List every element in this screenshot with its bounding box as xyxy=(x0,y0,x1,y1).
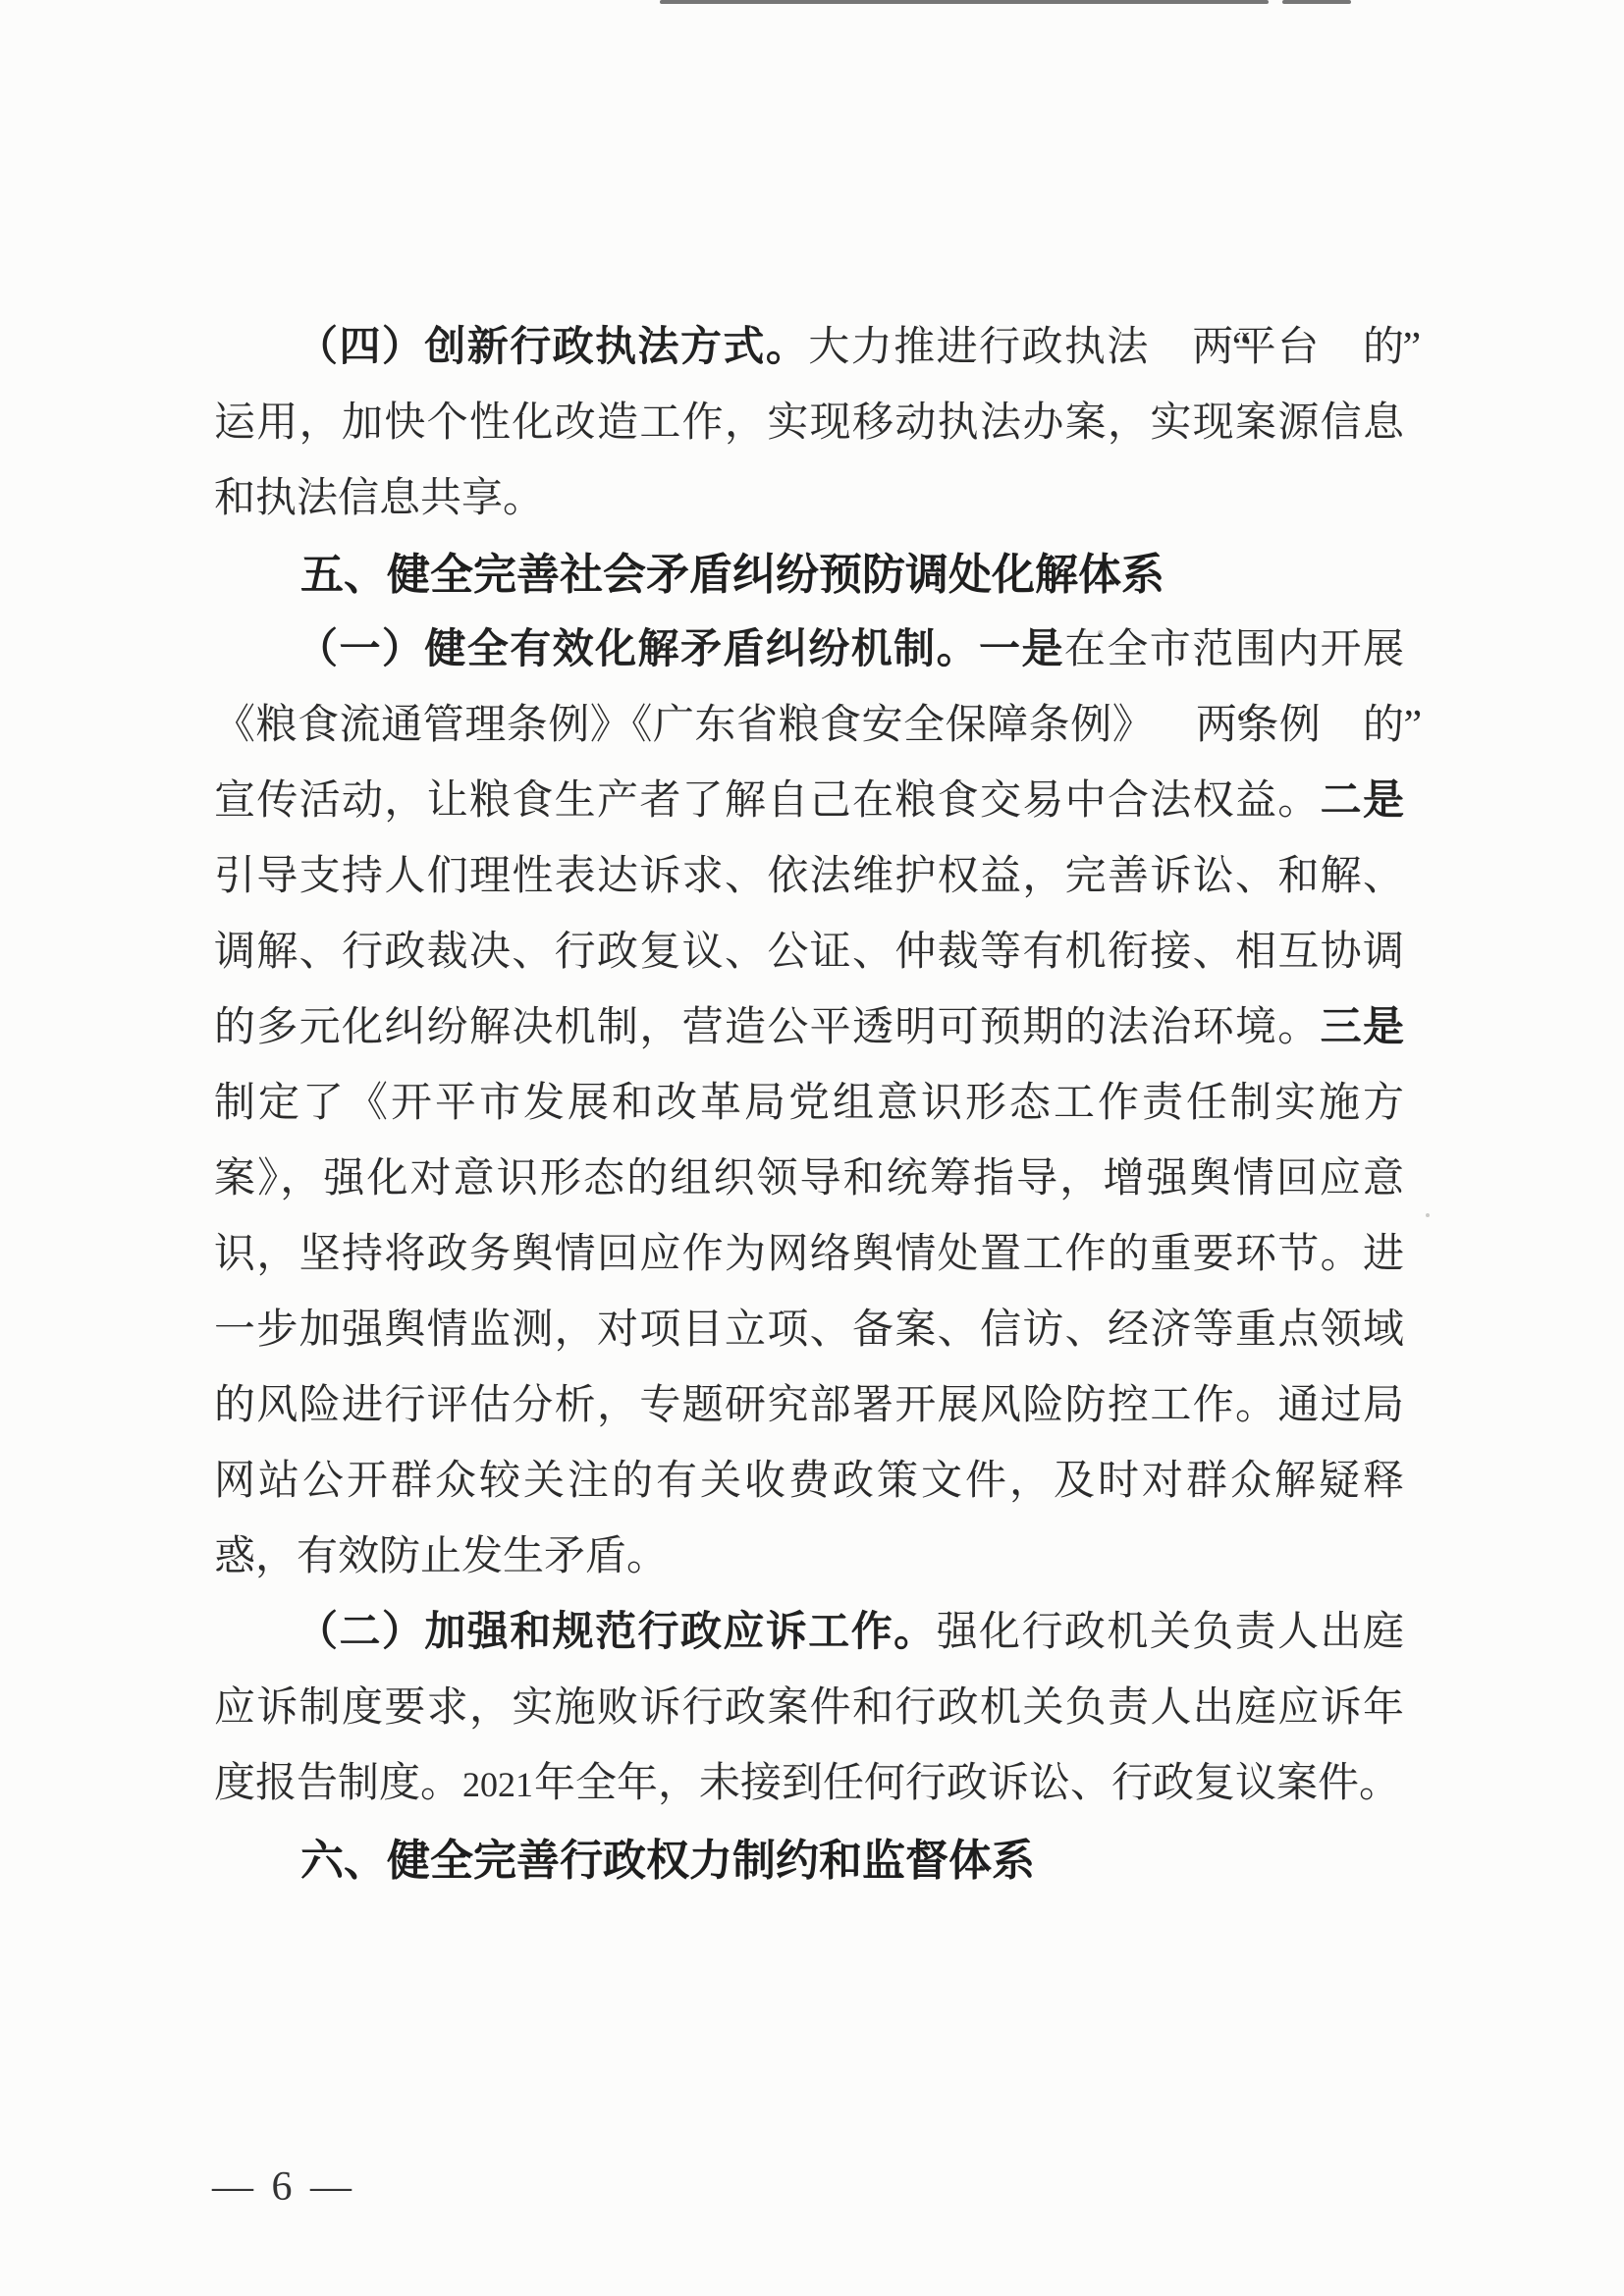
document-body xyxy=(214,310,1404,1898)
point-2-text: 引导支持人们理性表达诉求、依法维护权益，完善诉讼、和解、调解、行政裁决、行政复议、公证、仲裁等有机衔接、相互协调的多元化纠纷解决机制，营造公平透明可预期的法治环境。 xyxy=(214,854,1404,1050)
scanner-edge-artifact xyxy=(1282,0,1351,4)
year-value: 2021 xyxy=(462,1765,534,1804)
section-heading-6: 六、健全完善行政权力制约和监督体系 xyxy=(300,1837,1035,1885)
paragraph-5-1-dispute-resolution xyxy=(214,613,1404,1595)
point-1-text-after: 的宣传活动，让粮食生产者了解自己在粮食交易中合法权益。 xyxy=(214,703,1404,824)
point-1-text: 在全市范围内开展《粮食流通管理条例》《广东省粮食安全保障条例》 xyxy=(214,627,1404,748)
paragraph-4-text-after: 的运用，加快个性化改造工作，实现移动执法办案，实现案源信息和执法信息共享。 xyxy=(214,325,1404,521)
point-3-text: 制定了《开平市发展和改革局党组意识形态工作责任制实施方案》，强化对意识形态的组织领导和统筹指导，增强舆情回应意识，坚持将政务舆情回应作为网络舆情处置工作的重要环节。进一步加强舆情监测，对项目立项、备案、信访、经济等重点领域的风险进行评估分析，专题研究部署开展风险防控工作。通过局网站公开群众较关注的有关收费政策文件，及时对群众解疑释惑，有效防止发生矛盾。 xyxy=(214,1081,1404,1579)
scan-speck xyxy=(1426,1213,1430,1217)
paragraph-5-2-text-after: 年全年，未接到任何行政诉讼、行政复议案件。 xyxy=(534,1761,1401,1806)
page-number: — 6 — xyxy=(212,2164,355,2210)
paragraph-5-1-lead: （一）健全有效化解矛盾纠纷机制。 xyxy=(297,627,980,672)
paragraph-4-text: 大力推进行政执法 xyxy=(808,325,1150,370)
section-heading-5: 五、健全完善社会矛盾纠纷预防调处化解体系 xyxy=(300,551,1164,599)
quoted-term-two-platforms: “ 两平台 ” xyxy=(1150,325,1362,370)
paragraph-5-2-text: 强化行政机关负责人出庭应诉制度要求，实施败诉行政案件和行政机关负责人出庭应诉年度报告制度。 xyxy=(214,1610,1404,1806)
paragraph-5-2-administrative-litigation xyxy=(214,1595,1404,1823)
point-2-label: 二是 xyxy=(1320,778,1404,824)
paragraph-4-lead: （四）创新行政执法方式。 xyxy=(297,325,809,370)
paragraph-4-innovate-enforcement xyxy=(214,310,1404,537)
quoted-term-two-regulations: “ 两条例 ” xyxy=(1154,703,1362,748)
point-1-label: 一是 xyxy=(979,627,1064,672)
paragraph-5-2-lead: （二）加强和规范行政应诉工作。 xyxy=(297,1610,937,1655)
point-3-label: 三是 xyxy=(1320,1005,1404,1050)
scanner-edge-artifact xyxy=(660,0,1269,4)
